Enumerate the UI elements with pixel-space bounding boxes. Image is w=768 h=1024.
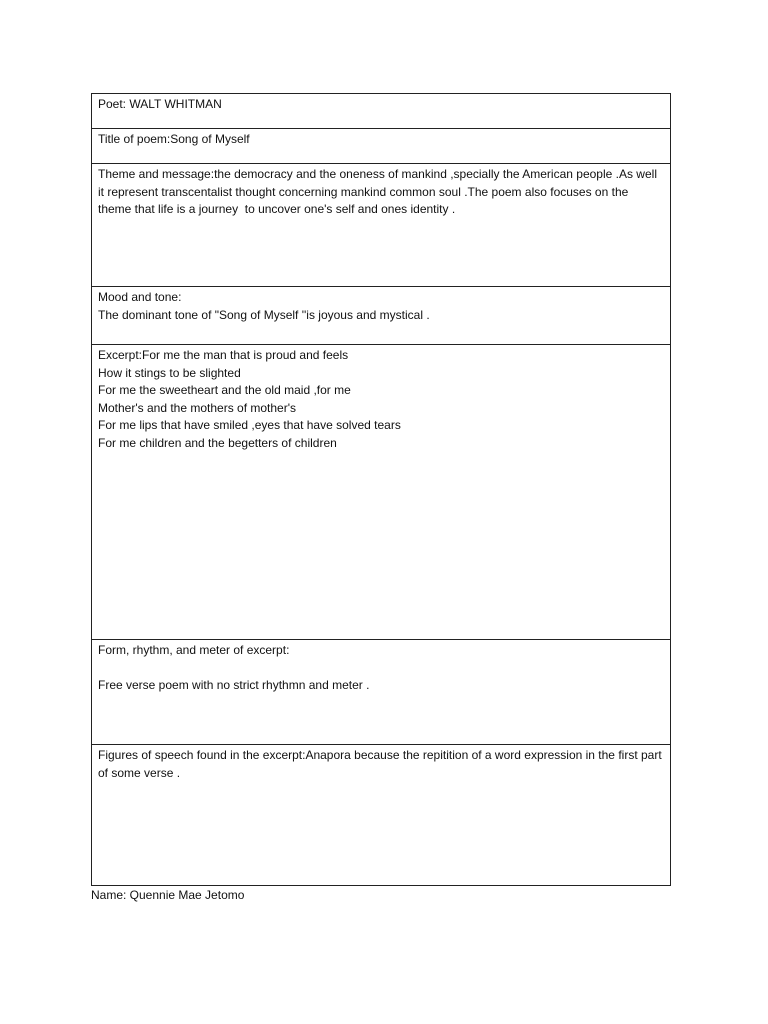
figures-text: Figures of speech found in the excerpt:Anapora because the repitition of a word expression in the first part of some verse .: [98, 748, 666, 780]
poet-text: Poet: WALT WHITMAN: [98, 97, 222, 111]
excerpt-line: For me children and the begetters of children: [98, 435, 337, 450]
title-row: [92, 129, 670, 164]
excerpt-row: [92, 345, 670, 640]
excerpt-line: Excerpt:For me the man that is proud and feels: [98, 348, 349, 362]
blank-line: [98, 660, 664, 678]
theme-text: Theme and message:the democracy and the oneness of mankind ,specially the American people .As well it represent transcentalist thought concerning mankind common soul .The poem also focuses on the theme that life is a journey to uncover one's self and ones identity .: [98, 167, 661, 217]
form-row: [92, 640, 670, 745]
poet-row: [92, 94, 670, 129]
excerpt-line: Mother's and the mothers of mother's: [98, 400, 297, 415]
excerpt-line: For me lips that have smiled ,eyes that have solved tears: [98, 418, 401, 433]
excerpt-line: How it stings to be slighted: [98, 365, 241, 380]
poem-analysis-table: [91, 93, 671, 886]
excerpt-line: For me the sweetheart and the old maid ,for me: [98, 383, 351, 398]
student-name: Name: Quennie Mae Jetomo: [91, 888, 245, 902]
theme-row: [92, 164, 670, 287]
mood-row: [92, 287, 670, 345]
mood-label: Mood and tone:: [98, 290, 182, 304]
form-text: Free verse poem with no strict rhythmn and meter .: [98, 678, 370, 693]
mood-text: The dominant tone of "Song of Myself ''is joyous and mystical .: [98, 307, 430, 322]
figures-row: [92, 745, 670, 885]
form-label: Form, rhythm, and meter of excerpt:: [98, 643, 290, 657]
poem-title-text: Title of poem:Song of Myself: [98, 132, 250, 146]
